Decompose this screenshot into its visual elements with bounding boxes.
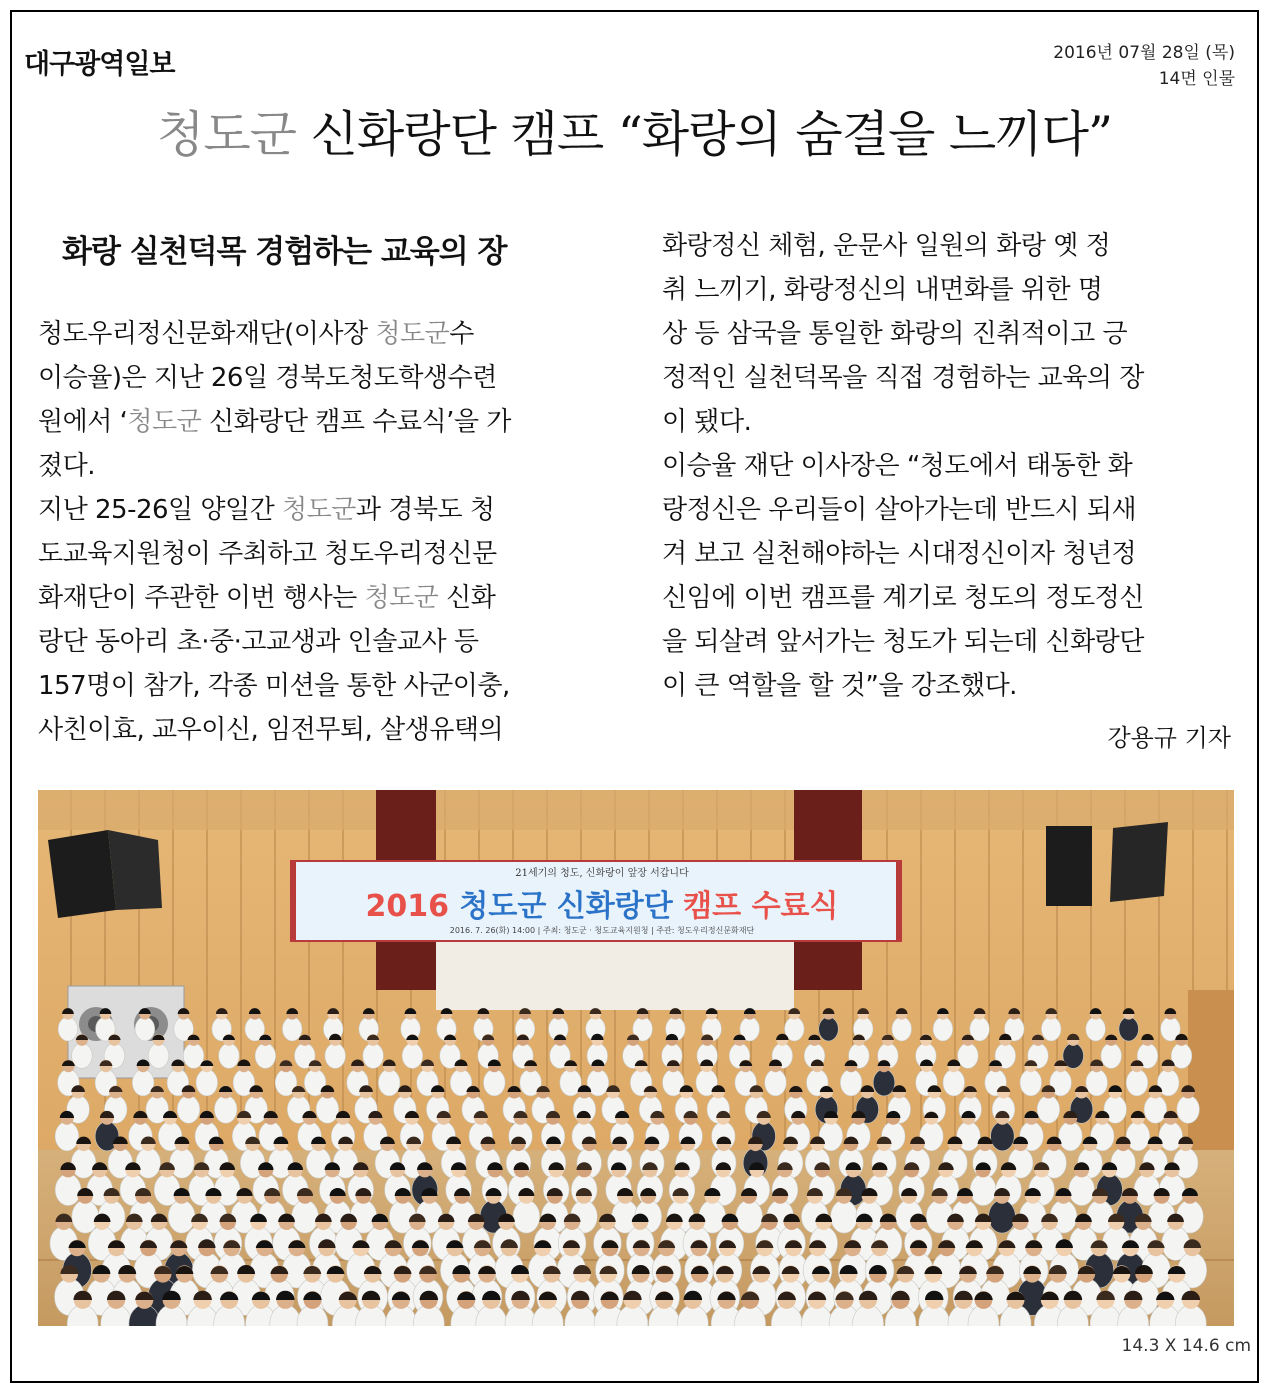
article-line: 을 되살려 앞서가는 청도가 되는데 신화랑단 <box>662 627 1144 657</box>
participant-body <box>1020 1069 1042 1096</box>
article-line: 이 됐다. <box>662 407 752 437</box>
participant-body <box>991 1122 1015 1151</box>
dateline <box>1053 40 1235 92</box>
article-line <box>38 664 610 708</box>
line-text: 원에서 ‘ <box>38 407 128 437</box>
participant-body <box>402 1043 423 1068</box>
line-text: 랑단 동아리 초·중·고교생과 인솔교사 등 <box>38 627 479 657</box>
participant-body <box>513 1200 540 1233</box>
event-banner <box>290 860 902 942</box>
line-text: 사친이효, 교우이신, 임전무퇴, 살생유택의 <box>38 715 504 745</box>
participant-body <box>282 1017 302 1041</box>
participant-body <box>72 1200 99 1233</box>
article-line <box>38 488 610 532</box>
participant-body <box>1059 1122 1083 1151</box>
participant-body <box>55 1174 81 1206</box>
participant-body <box>819 1017 839 1041</box>
article-line: 랑정신은 우리들이 살아가는데 반드시 되새 <box>662 495 1137 525</box>
participant-body <box>1144 1096 1167 1124</box>
headline-highlight: 청도군 <box>156 106 296 163</box>
banner-title <box>365 889 838 924</box>
participant-body <box>177 1096 200 1124</box>
participant-body <box>736 1200 763 1233</box>
participant-body <box>1041 1017 1061 1041</box>
participant-body <box>958 1043 979 1068</box>
participant-body <box>363 1043 384 1068</box>
article-line <box>38 620 610 664</box>
article-line <box>38 312 610 356</box>
participant-body <box>168 1200 195 1233</box>
participant-body <box>933 1017 953 1041</box>
banner-slogan: 21세기의 청도, 신화랑이 앞장 서갑니다 <box>515 868 689 879</box>
participant-body <box>892 1017 912 1041</box>
article-line: 상 등 삼국을 통일한 화랑의 진취적이고 긍 <box>662 319 1128 349</box>
clipping-size: 14.3 X 14.6 cm <box>1121 1336 1251 1356</box>
article-line <box>38 444 610 488</box>
subheadline: 화랑 실천덕목 경험하는 교육의 장 <box>62 234 507 270</box>
participant-body <box>55 1122 79 1151</box>
highlighted-term: 청도군 <box>127 407 202 437</box>
participant-body <box>1177 1096 1200 1124</box>
participant-body <box>72 1043 93 1068</box>
article-line: 이 큰 역할을 할 것”을 강조했다. <box>662 671 1017 701</box>
participant-body <box>1087 1200 1114 1233</box>
headline <box>0 96 1269 166</box>
participant-body <box>1119 1017 1139 1041</box>
participant-body <box>873 1069 895 1096</box>
participant-body <box>214 1096 237 1124</box>
banner-title-main: 청도군 신화랑단 <box>448 889 673 924</box>
participant-body <box>196 1069 218 1096</box>
byline: 강용규 기자 <box>1107 724 1231 752</box>
participant-body <box>831 1200 858 1233</box>
article-line: 화랑정신 체험, 운문사 일원의 화랑 옛 정 <box>662 231 1111 261</box>
participant-body <box>1037 1096 1060 1124</box>
article-line <box>38 400 610 444</box>
publication-date: 2016년 07월 28일 (목) <box>1053 43 1235 63</box>
line-text: 도교육지원청이 주최하고 청도우리정신문 <box>38 539 497 569</box>
participant-body <box>71 1148 96 1178</box>
participant-body <box>135 1017 155 1041</box>
article-column-left <box>38 312 610 752</box>
article-line <box>38 576 610 620</box>
speaker-left <box>48 830 162 918</box>
participant-body <box>136 1148 161 1178</box>
participant-body <box>484 1069 506 1096</box>
line-text: 신화랑단 캠프 수료식’을 가 <box>201 407 511 437</box>
participant-body <box>970 1174 996 1206</box>
highlighted-term: 청도군 <box>375 319 450 349</box>
article-line <box>38 708 610 752</box>
participant-body <box>378 1069 400 1096</box>
line-text: 화재단이 주관한 이번 행사는 <box>38 583 365 613</box>
line-text: 과 경북도 청 <box>355 495 495 525</box>
participant-body <box>1086 1069 1108 1096</box>
article-line <box>38 532 610 576</box>
article-line: 취 느끼기, 화랑정신의 내면화를 위한 명 <box>662 275 1103 305</box>
participant-body <box>943 1069 965 1096</box>
participant-body <box>292 1200 319 1233</box>
group-photo-illustration <box>38 790 1234 1326</box>
participant-body <box>1126 1069 1148 1096</box>
participant-body <box>1069 1174 1095 1206</box>
banner-year: 2016 <box>365 889 449 924</box>
line-text: 청도우리정신문화재단(이사장 <box>38 319 376 349</box>
article-line: 정적인 실천덕목을 직접 경험하는 교육의 장 <box>662 363 1144 393</box>
banner-title-end: 캠프 수료식 <box>672 889 839 924</box>
article-line: 신임에 이번 캠프를 계기로 청도의 정도정신 <box>662 583 1144 613</box>
article-column-right <box>662 224 1232 708</box>
line-text: 수 <box>449 319 474 349</box>
headline-text: 신화랑단 캠프 “화랑의 숨결을 느끼다” <box>296 106 1112 163</box>
participant-body <box>765 1069 787 1096</box>
participant-body <box>325 1043 346 1068</box>
line-text: 이승율)은 지난 26일 경북도청도학생수련 <box>38 363 497 393</box>
participant-body <box>316 1096 339 1124</box>
participant-body <box>148 1043 169 1068</box>
participant-body <box>1101 1043 1122 1068</box>
line-text: 157명이 참가, 각종 미션을 통한 사군이충, <box>38 671 510 701</box>
banner-subline: 2016. 7. 26(화) 14:00 | 주최: 청도군 · 청도교육지원청 | 주관: 청도우리정신문화재단 <box>449 926 755 935</box>
page-section: 14면 인물 <box>1158 69 1235 89</box>
participant-body <box>1159 1122 1183 1151</box>
article-photo <box>38 790 1234 1326</box>
article-line: 겨 보고 실천해야하는 시대정신이자 청년정 <box>662 539 1137 569</box>
participant-body <box>989 1200 1016 1233</box>
participant-body <box>219 1043 240 1068</box>
participant-body <box>255 1043 276 1068</box>
highlighted-term: 청도군 <box>282 495 356 525</box>
line-text: 신화 <box>438 583 496 613</box>
article-line <box>38 356 610 400</box>
participant-body <box>58 1017 78 1041</box>
line-text: 지난 25-26일 양일간 <box>38 495 283 525</box>
highlighted-term: 청도군 <box>364 583 439 613</box>
line-text: 졌다. <box>38 451 95 481</box>
participant-body <box>840 1069 862 1096</box>
newspaper-name: 대구광역일보 <box>24 49 175 80</box>
participant-body <box>1086 1017 1106 1041</box>
article-line: 이승율 재단 이사장은 “청도에서 태동한 화 <box>662 451 1133 481</box>
